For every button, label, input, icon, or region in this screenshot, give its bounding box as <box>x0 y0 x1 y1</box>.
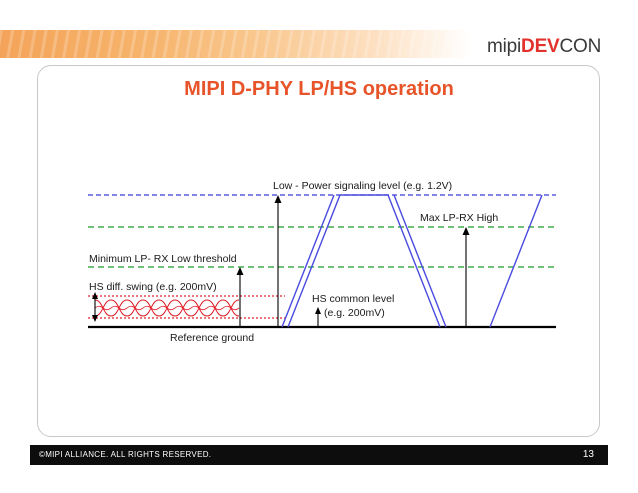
hs-common-label-2: (e.g. 200mV) <box>324 307 385 319</box>
min-lp-rx-arrowhead <box>237 267 244 275</box>
copyright-text: ©MIPI ALLIANCE. ALL RIGHTS RESERVED. <box>39 450 212 459</box>
hs-signal-c <box>95 306 239 309</box>
hs-common-label-1: HS common level <box>312 293 395 305</box>
page-number: 13 <box>582 449 594 460</box>
reference-ground-label: Reference ground <box>170 332 255 344</box>
logo-dev: DEV <box>521 36 560 57</box>
max-lp-rx-arrowhead <box>463 227 470 235</box>
lp-level-arrowhead <box>275 195 282 203</box>
slide-title: MIPI D-PHY LP/HS operation <box>184 78 454 100</box>
min-lp-rx-low-label: Minimum LP- RX Low threshold <box>89 253 237 265</box>
logo-con: CON <box>559 36 602 57</box>
logo-mipi: mipi <box>487 36 522 57</box>
max-lp-rx-high-label: Max LP-RX High <box>420 212 499 224</box>
footer-bar <box>30 445 608 465</box>
hs-common-arrowhead <box>315 307 321 314</box>
lp-level-label: Low - Power signaling level (e.g. 1.2V) <box>273 180 453 192</box>
hs-swing-label: HS diff. swing (e.g. 200mV) <box>89 281 217 293</box>
